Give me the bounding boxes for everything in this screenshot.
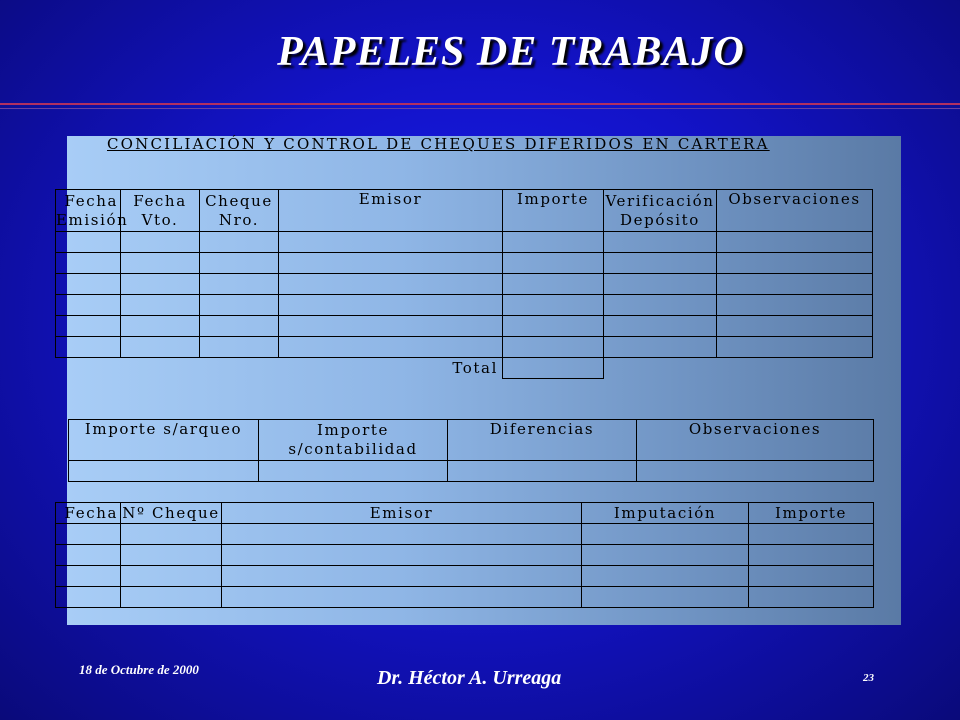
header-cell: Fecha	[56, 503, 121, 524]
table-row	[56, 232, 873, 253]
slide-title: PAPELES DE TRABAJO	[277, 29, 745, 75]
header-cell: Cheque Nro.	[200, 190, 279, 232]
table-row	[56, 545, 874, 566]
total-label: Total	[452, 358, 498, 377]
table-header-row	[56, 190, 873, 232]
table-row	[56, 295, 873, 316]
document-panel	[56, 135, 901, 625]
table-row	[56, 274, 873, 295]
total-cell	[503, 358, 604, 379]
table-row	[56, 253, 873, 274]
table-row	[56, 524, 874, 545]
footer-date: 18 de Octubre de 2000	[79, 662, 199, 677]
document-heading: CONCILIACIÓN Y CONTROL DE CHEQUES DIFERIDOS EN CARTERA	[107, 135, 770, 153]
header-cell: Fecha Vto.	[121, 190, 200, 232]
total-row	[56, 358, 873, 379]
header-cell: Fecha Emisión	[56, 190, 121, 232]
header-cell: Nº Cheque	[122, 503, 220, 522]
table-header-row	[69, 420, 874, 461]
header-cell: Emisor	[279, 190, 503, 232]
header-cell: Importe s/arqueo	[69, 420, 259, 461]
footer-author: Dr. Héctor A. Urreaga	[377, 667, 562, 689]
reconciliation-table	[68, 419, 874, 482]
table-row	[56, 337, 873, 358]
table-row	[56, 566, 874, 587]
header-cell: Verificación Depósito	[604, 190, 717, 232]
header-cell: Imputación	[582, 503, 749, 524]
header-cell: Importe	[503, 190, 604, 232]
header-cell: Diferencias	[448, 420, 637, 461]
title-divider	[0, 103, 960, 105]
table-row	[69, 461, 874, 482]
imputation-table	[55, 502, 874, 608]
header-cell: Importe s/contabilidad	[259, 420, 448, 461]
page-number: 23	[863, 672, 874, 684]
title-divider-secondary	[0, 108, 960, 109]
header-cell: Emisor	[222, 503, 582, 524]
cheques-table	[55, 189, 873, 379]
header-cell: Observaciones	[637, 420, 874, 461]
header-cell: Importe	[749, 503, 874, 524]
header-cell: Observaciones	[717, 190, 873, 232]
table-header-row	[56, 503, 874, 524]
table-row	[56, 316, 873, 337]
table-row	[56, 587, 874, 608]
